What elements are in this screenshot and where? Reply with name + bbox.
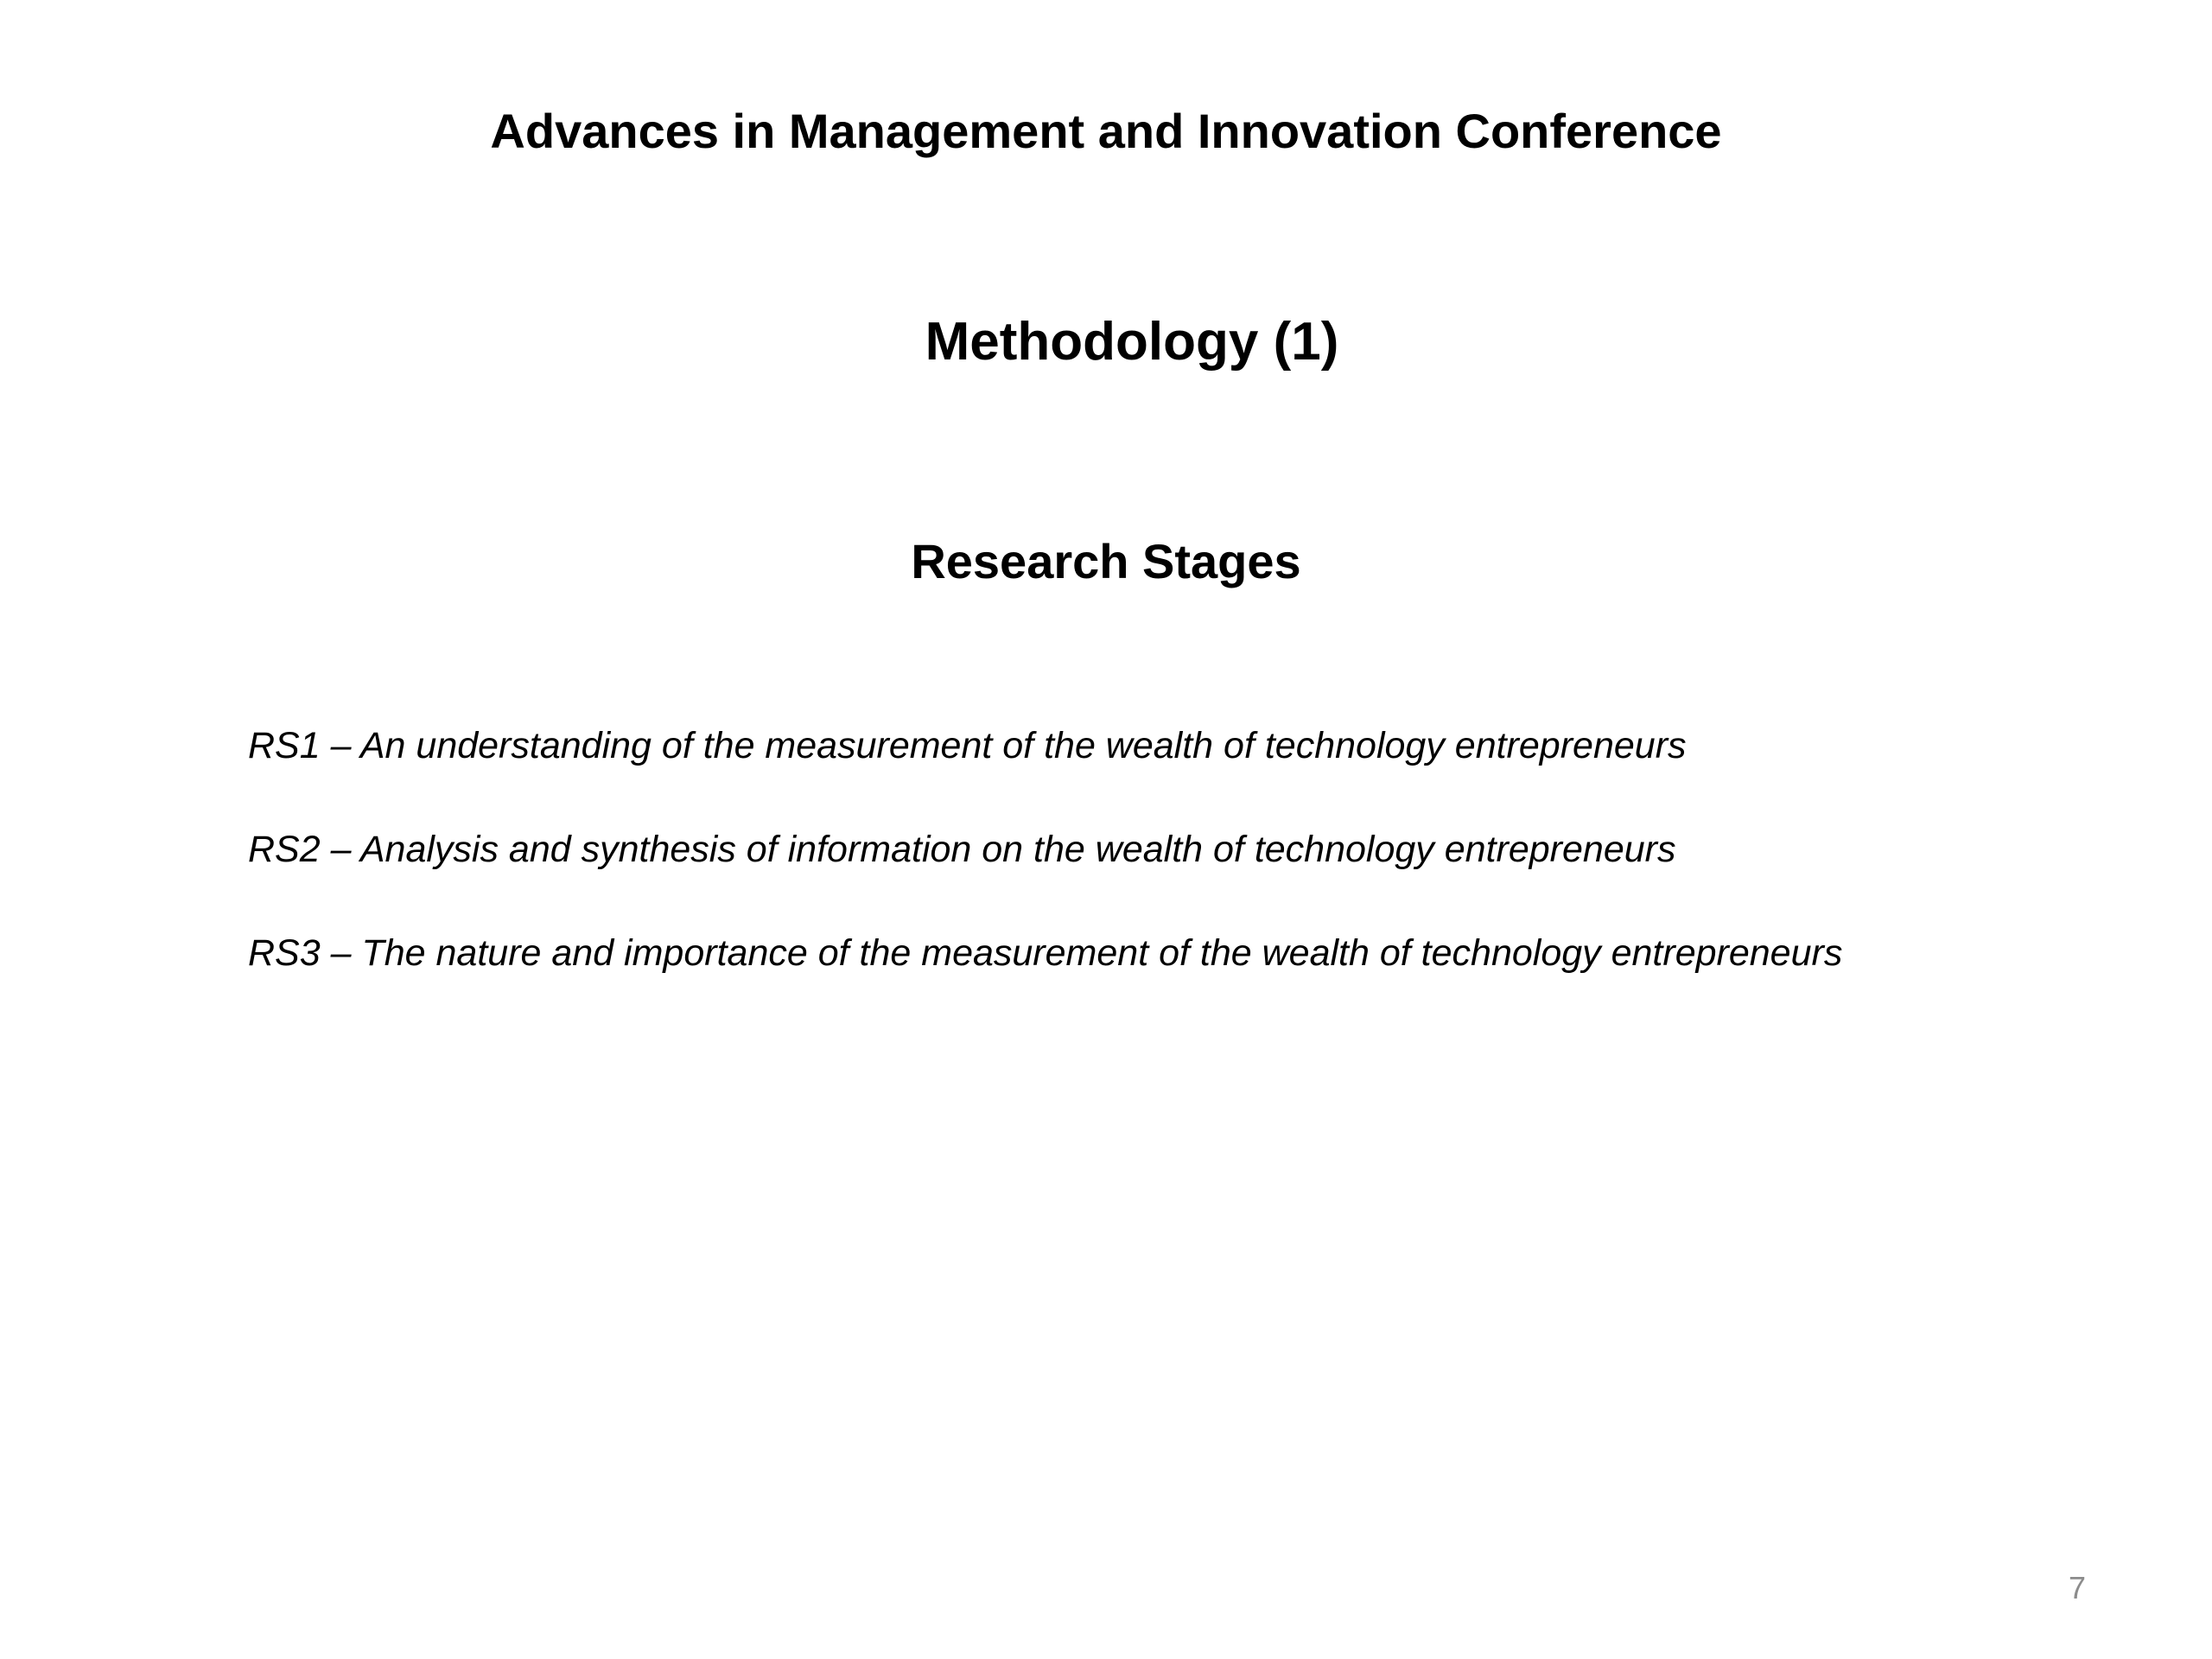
research-stages-list [248, 721, 1842, 1033]
conference-title: Advances in Management and Innovation Conference [490, 104, 1722, 158]
page-number: 7 [2068, 1570, 2086, 1605]
research-stage-item: RS2 – Analysis and synthesis of information on the wealth of technology entrepreneurs [248, 829, 1676, 870]
slide-title: Methodology (1) [925, 312, 1339, 372]
research-stage-item: RS1 – An understanding of the measurement of the wealth of technology entrepreneurs [248, 725, 1687, 766]
research-stage-item: RS3 – The nature and importance of the measurement of the wealth of technology entrepreneurs [248, 932, 1843, 974]
section-heading: Research Stages [911, 534, 1301, 588]
